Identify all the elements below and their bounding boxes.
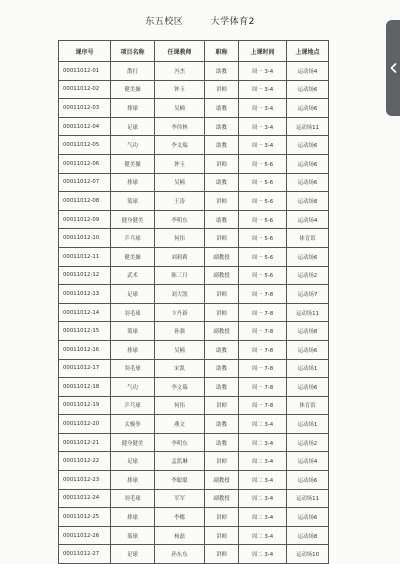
cell-course-code: 00011012-27 bbox=[59, 545, 111, 564]
cell-title: 讲师 bbox=[205, 452, 239, 471]
cell-class-time: 周一 3-4 bbox=[239, 136, 287, 155]
cell-course-code: 00011012-03 bbox=[59, 99, 111, 118]
cell-title: 讲师 bbox=[205, 154, 239, 173]
cell-teacher: 李明东 bbox=[155, 210, 205, 229]
cell-teacher: 李聪聪 bbox=[155, 471, 205, 490]
cell-project-name: 健身健美 bbox=[111, 433, 155, 452]
cell-class-time: 周一 3-4 bbox=[239, 99, 287, 118]
cell-teacher: 吴楠 bbox=[155, 173, 205, 192]
cell-location: 运动场11 bbox=[287, 303, 329, 322]
cell-title: 讲师 bbox=[205, 396, 239, 415]
cell-location: 运动场11 bbox=[287, 489, 329, 508]
cell-title: 助教 bbox=[205, 340, 239, 359]
cell-course-code: 00011012-24 bbox=[59, 489, 111, 508]
cell-title: 讲师 bbox=[205, 508, 239, 527]
table-row bbox=[59, 303, 329, 322]
cell-location: 运动场6 bbox=[287, 508, 329, 527]
cell-project-name: 足球 bbox=[111, 117, 155, 136]
cell-teacher: 李明东 bbox=[155, 433, 205, 452]
cell-course-code: 00011012-07 bbox=[59, 173, 111, 192]
cell-project-name: 武术 bbox=[111, 266, 155, 285]
table-row bbox=[59, 266, 329, 285]
cell-course-code: 00011012-11 bbox=[59, 247, 111, 266]
cell-teacher: 吴楠 bbox=[155, 99, 205, 118]
table-row bbox=[59, 136, 329, 155]
cell-title: 副教授 bbox=[205, 489, 239, 508]
cell-teacher: 陈三月 bbox=[155, 266, 205, 285]
cell-location: 体育馆 bbox=[287, 229, 329, 248]
cell-title: 讲师 bbox=[205, 526, 239, 545]
table-row bbox=[59, 359, 329, 378]
cell-course-code: 00011012-21 bbox=[59, 433, 111, 452]
cell-class-time: 周二 3-4 bbox=[239, 471, 287, 490]
cell-class-time: 周二 3-4 bbox=[239, 489, 287, 508]
cell-project-name: 健身健美 bbox=[111, 210, 155, 229]
cell-project-name: 排球 bbox=[111, 508, 155, 527]
cell-project-name: 健美操 bbox=[111, 80, 155, 99]
cell-project-name: 足球 bbox=[111, 545, 155, 564]
table-row bbox=[59, 80, 329, 99]
cell-location: 运动场4 bbox=[287, 452, 329, 471]
table-row bbox=[59, 415, 329, 434]
cell-location: 运动场6 bbox=[287, 154, 329, 173]
cell-project-name: 篮球 bbox=[111, 322, 155, 341]
cell-teacher: 李伟林 bbox=[155, 117, 205, 136]
table-row bbox=[59, 210, 329, 229]
cell-teacher: 刘莉莉 bbox=[155, 247, 205, 266]
table-row bbox=[59, 247, 329, 266]
course-title: 大学体育2 bbox=[210, 17, 255, 27]
cell-location: 运动场6 bbox=[287, 80, 329, 99]
table-row bbox=[59, 545, 329, 564]
cell-teacher: 宋凯 bbox=[155, 359, 205, 378]
cell-class-time: 周二 3-4 bbox=[239, 415, 287, 434]
cell-class-time: 周一 7-8 bbox=[239, 340, 287, 359]
cell-location: 运动场4 bbox=[287, 62, 329, 81]
cell-project-name: 羽毛球 bbox=[111, 359, 155, 378]
cell-project-name: 排球 bbox=[111, 471, 155, 490]
cell-location: 运动场10 bbox=[287, 545, 329, 564]
cell-course-code: 00011012-10 bbox=[59, 229, 111, 248]
col-header-time: 上课时间 bbox=[239, 41, 287, 62]
table-row bbox=[59, 285, 329, 304]
cell-project-name: 乒乓球 bbox=[111, 396, 155, 415]
cell-teacher: 刘大凯 bbox=[155, 285, 205, 304]
cell-course-code: 00011012-17 bbox=[59, 359, 111, 378]
cell-course-code: 00011012-13 bbox=[59, 285, 111, 304]
cell-course-code: 00011012-25 bbox=[59, 508, 111, 527]
cell-course-code: 00011012-16 bbox=[59, 340, 111, 359]
cell-project-name: 散打 bbox=[111, 62, 155, 81]
table-row bbox=[59, 340, 329, 359]
table-row bbox=[59, 117, 329, 136]
cell-title: 讲师 bbox=[205, 285, 239, 304]
cell-location: 运动场2 bbox=[287, 433, 329, 452]
cell-project-name: 健美操 bbox=[111, 154, 155, 173]
table-row bbox=[59, 489, 329, 508]
cell-location: 运动场8 bbox=[287, 322, 329, 341]
cell-project-name: 健美操 bbox=[111, 247, 155, 266]
cell-title: 助教 bbox=[205, 62, 239, 81]
cell-course-code: 00011012-12 bbox=[59, 266, 111, 285]
cell-course-code: 00011012-15 bbox=[59, 322, 111, 341]
cell-project-name: 太极拳 bbox=[111, 415, 155, 434]
cell-title: 讲师 bbox=[205, 545, 239, 564]
cell-project-name: 气功 bbox=[111, 378, 155, 397]
cell-teacher: 卞丹新 bbox=[155, 303, 205, 322]
cell-title: 副教授 bbox=[205, 471, 239, 490]
cell-class-time: 周一 3-4 bbox=[239, 117, 287, 136]
cell-title: 助教 bbox=[205, 378, 239, 397]
cell-class-time: 周一 7-8 bbox=[239, 303, 287, 322]
cell-teacher: 孙强 bbox=[155, 322, 205, 341]
col-header-title: 职称 bbox=[205, 41, 239, 62]
cell-teacher: 燕文 bbox=[155, 415, 205, 434]
cell-location: 运动场1 bbox=[287, 415, 329, 434]
cell-course-code: 00011012-02 bbox=[59, 80, 111, 99]
cell-class-time: 周二 3-4 bbox=[239, 508, 287, 527]
table-body bbox=[59, 62, 329, 564]
cell-class-time: 周二 3-4 bbox=[239, 452, 287, 471]
cell-teacher: 杨磊 bbox=[155, 526, 205, 545]
cell-course-code: 00011012-23 bbox=[59, 471, 111, 490]
cell-teacher: 何伟 bbox=[155, 396, 205, 415]
cell-teacher: 冯杰 bbox=[155, 62, 205, 81]
cell-title: 讲师 bbox=[205, 303, 239, 322]
side-panel-toggle[interactable] bbox=[386, 20, 400, 116]
cell-location: 运动场6 bbox=[287, 247, 329, 266]
cell-location: 体育馆 bbox=[287, 396, 329, 415]
cell-course-code: 00011012-08 bbox=[59, 192, 111, 211]
cell-class-time: 周二 3-4 bbox=[239, 545, 287, 564]
cell-project-name: 足球 bbox=[111, 452, 155, 471]
cell-project-name: 排球 bbox=[111, 99, 155, 118]
schedule-table bbox=[58, 40, 329, 564]
cell-class-time: 周一 3-4 bbox=[239, 80, 287, 99]
col-header-course-code: 课序号 bbox=[59, 41, 111, 62]
cell-project-name: 篮球 bbox=[111, 526, 155, 545]
table-row bbox=[59, 99, 329, 118]
col-header-location: 上课地点 bbox=[287, 41, 329, 62]
cell-project-name: 乒乓球 bbox=[111, 229, 155, 248]
cell-title: 助教 bbox=[205, 433, 239, 452]
cell-location: 运动场1 bbox=[287, 359, 329, 378]
cell-class-time: 周一 7-8 bbox=[239, 322, 287, 341]
cell-title: 讲师 bbox=[205, 80, 239, 99]
schedule-table-container bbox=[58, 40, 328, 564]
table-row bbox=[59, 192, 329, 211]
cell-class-time: 周一 5-6 bbox=[239, 229, 287, 248]
col-header-teacher: 任课教师 bbox=[155, 41, 205, 62]
cell-class-time: 周一 7-8 bbox=[239, 396, 287, 415]
cell-location: 运动场4 bbox=[287, 210, 329, 229]
cell-project-name: 足球 bbox=[111, 285, 155, 304]
cell-teacher: 吴楠 bbox=[155, 340, 205, 359]
cell-title: 助教 bbox=[205, 415, 239, 434]
cell-class-time: 周一 7-8 bbox=[239, 285, 287, 304]
cell-teacher: 孟凯琳 bbox=[155, 452, 205, 471]
cell-course-code: 00011012-22 bbox=[59, 452, 111, 471]
cell-class-time: 周一 5-6 bbox=[239, 173, 287, 192]
document-header bbox=[0, 14, 400, 32]
cell-location: 运动场7 bbox=[287, 285, 329, 304]
cell-course-code: 00011012-09 bbox=[59, 210, 111, 229]
cell-location: 运动场6 bbox=[287, 378, 329, 397]
cell-course-code: 00011012-26 bbox=[59, 526, 111, 545]
table-row bbox=[59, 154, 329, 173]
campus-label: 东五校区 bbox=[145, 17, 184, 27]
cell-location: 运动场6 bbox=[287, 471, 329, 490]
cell-class-time: 周一 5-6 bbox=[239, 192, 287, 211]
cell-location: 运动场6 bbox=[287, 99, 329, 118]
table-row bbox=[59, 471, 329, 490]
table-header-row bbox=[59, 41, 329, 62]
cell-course-code: 00011012-05 bbox=[59, 136, 111, 155]
cell-title: 副教授 bbox=[205, 247, 239, 266]
cell-title: 副教授 bbox=[205, 266, 239, 285]
table-row bbox=[59, 452, 329, 471]
cell-class-time: 周二 3-4 bbox=[239, 526, 287, 545]
cell-title: 助教 bbox=[205, 136, 239, 155]
cell-teacher: 军军 bbox=[155, 489, 205, 508]
cell-project-name: 气功 bbox=[111, 136, 155, 155]
cell-teacher: 钟玉 bbox=[155, 80, 205, 99]
table-row bbox=[59, 173, 329, 192]
table-row bbox=[59, 229, 329, 248]
cell-project-name: 篮球 bbox=[111, 192, 155, 211]
table-row bbox=[59, 62, 329, 81]
table-row bbox=[59, 396, 329, 415]
cell-project-name: 排球 bbox=[111, 173, 155, 192]
cell-course-code: 00011012-20 bbox=[59, 415, 111, 434]
cell-teacher: 李文瑞 bbox=[155, 136, 205, 155]
cell-project-name: 羽毛球 bbox=[111, 303, 155, 322]
cell-project-name: 排球 bbox=[111, 340, 155, 359]
cell-teacher: 何伟 bbox=[155, 229, 205, 248]
cell-title: 讲师 bbox=[205, 229, 239, 248]
col-header-project-name: 项目名称 bbox=[111, 41, 155, 62]
cell-class-time: 周一 5-6 bbox=[239, 154, 287, 173]
cell-course-code: 00011012-14 bbox=[59, 303, 111, 322]
cell-teacher: 李娜 bbox=[155, 508, 205, 527]
cell-course-code: 00011012-18 bbox=[59, 378, 111, 397]
cell-class-time: 周一 5-6 bbox=[239, 210, 287, 229]
cell-project-name: 羽毛球 bbox=[111, 489, 155, 508]
cell-class-time: 周一 5-6 bbox=[239, 266, 287, 285]
cell-teacher: 李文瑞 bbox=[155, 378, 205, 397]
table-row bbox=[59, 433, 329, 452]
cell-location: 运动场6 bbox=[287, 340, 329, 359]
cell-location: 运动场8 bbox=[287, 192, 329, 211]
cell-class-time: 周一 5-6 bbox=[239, 247, 287, 266]
cell-title: 助教 bbox=[205, 359, 239, 378]
cell-class-time: 周一 7-8 bbox=[239, 378, 287, 397]
table-row bbox=[59, 508, 329, 527]
cell-course-code: 00011012-19 bbox=[59, 396, 111, 415]
cell-location: 运动场6 bbox=[287, 136, 329, 155]
cell-title: 助教 bbox=[205, 210, 239, 229]
cell-title: 助教 bbox=[205, 99, 239, 118]
table-row bbox=[59, 378, 329, 397]
table-row bbox=[59, 322, 329, 341]
cell-class-time: 周一 3-4 bbox=[239, 62, 287, 81]
cell-course-code: 00011012-04 bbox=[59, 117, 111, 136]
cell-location: 运动场8 bbox=[287, 526, 329, 545]
cell-title: 助教 bbox=[205, 173, 239, 192]
cell-title: 讲师 bbox=[205, 192, 239, 211]
cell-teacher: 钟玉 bbox=[155, 154, 205, 173]
cell-class-time: 周一 7-8 bbox=[239, 359, 287, 378]
cell-location: 运动场11 bbox=[287, 117, 329, 136]
cell-teacher: 孙东东 bbox=[155, 545, 205, 564]
cell-location: 运动场2 bbox=[287, 266, 329, 285]
cell-title: 助教 bbox=[205, 117, 239, 136]
cell-location: 运动场6 bbox=[287, 173, 329, 192]
cell-course-code: 00011012-06 bbox=[59, 154, 111, 173]
chevron-left-icon bbox=[390, 63, 397, 73]
cell-title: 副教授 bbox=[205, 322, 239, 341]
cell-class-time: 周二 3-4 bbox=[239, 433, 287, 452]
cell-teacher: 王涛 bbox=[155, 192, 205, 211]
cell-course-code: 00011012-01 bbox=[59, 62, 111, 81]
